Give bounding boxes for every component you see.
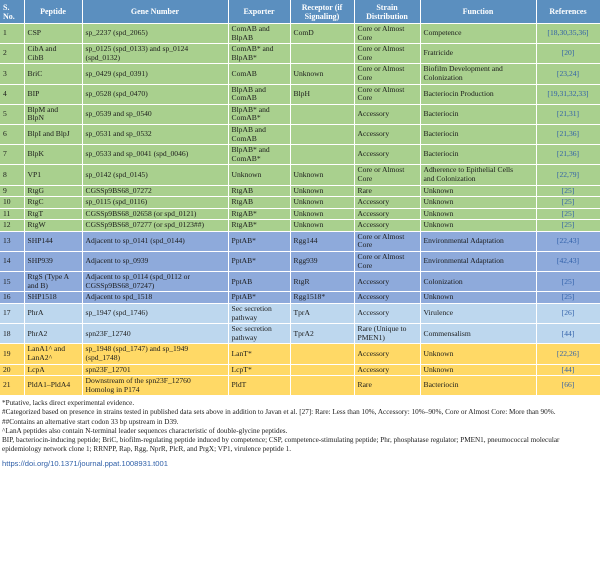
footnote: ^LanA peptides also contain N-terminal leader sequences characteristic of double-glycine peptides. <box>2 426 288 435</box>
strain-distribution-cell: Accessory <box>354 344 420 364</box>
gene-number-cell: sp_1948 (spd_1747) and sp_1949 (spd_1748) <box>82 344 228 364</box>
gene-number-cell: CGSSp9BS68_07272 <box>82 185 228 197</box>
exporter-cell: PptAB* <box>228 292 290 304</box>
strain-distribution-cell: Accessory <box>354 208 420 220</box>
peptide-name-cell: RtgC <box>24 197 82 209</box>
strain-distribution-cell: Rare <box>354 185 420 197</box>
exporter-cell: BlpAB* and ComAB* <box>228 104 290 124</box>
gene-number-cell: Adjacent to sp_0939 <box>82 252 228 272</box>
gene-number-cell: sp_2237 (spd_2065) <box>82 24 228 44</box>
function-cell: Competence <box>420 24 536 44</box>
receptor-cell <box>290 364 354 376</box>
peptide-name-cell: PhrA2 <box>24 324 82 344</box>
gene-number-cell: sp_0533 and sp_0041 (spd_0046) <box>82 145 228 165</box>
peptide-name-cell: RtgW <box>24 220 82 232</box>
header-col-no: S. No. <box>0 0 24 24</box>
references-cell[interactable]: [21,36] <box>536 124 600 144</box>
function-cell: Environmental Adaptation <box>420 252 536 272</box>
strain-distribution-cell: Rare (Unique to PMEN1) <box>354 324 420 344</box>
gene-number-cell: Downstream of the spn23F_12760 Homolog in P174 <box>82 376 228 396</box>
header-col-strain-distribution: Strain Distribution <box>354 0 420 24</box>
gene-number-cell: sp_0429 (spd_0391) <box>82 64 228 84</box>
receptor-cell: Rgg939 <box>290 252 354 272</box>
strain-distribution-cell: Core or Almost Core <box>354 165 420 185</box>
receptor-cell: Unknown <box>290 197 354 209</box>
references-cell[interactable]: [21,36] <box>536 145 600 165</box>
peptide-name-cell: CSP <box>24 24 82 44</box>
references-cell[interactable]: [22,43] <box>536 231 600 251</box>
function-cell: Unknown <box>420 208 536 220</box>
footnote: ##Contains an alternative start codon 33 bp upstream in D39. <box>2 417 179 426</box>
footnote: *Putative, lacks direct experimental evidence. <box>2 399 135 408</box>
function-cell: Colonization <box>420 272 536 292</box>
peptide-name-cell: SHP1518 <box>24 292 82 304</box>
exporter-cell: RtgAB* <box>228 220 290 232</box>
row-number-cell: 8 <box>0 165 24 185</box>
receptor-cell <box>290 124 354 144</box>
references-cell[interactable]: [22,26] <box>536 344 600 364</box>
peptide-name-cell: CibA and CibB <box>24 44 82 64</box>
function-cell: Unknown <box>420 364 536 376</box>
peptide-name-cell: BlpM and BlpN <box>24 104 82 124</box>
references-cell[interactable]: [23,24] <box>536 64 600 84</box>
exporter-cell: ComAB and BlpAB <box>228 24 290 44</box>
table-row <box>0 344 600 364</box>
gene-number-cell: Adjacent to sp_0114 (spd_0112 or CGSSp9BS68_07247) <box>82 272 228 292</box>
receptor-cell <box>290 44 354 64</box>
row-number-cell: 16 <box>0 292 24 304</box>
strain-distribution-cell: Core or Almost Core <box>354 252 420 272</box>
exporter-cell: PptAB* <box>228 231 290 251</box>
exporter-cell: LanT* <box>228 344 290 364</box>
strain-distribution-cell: Core or Almost Core <box>354 84 420 104</box>
exporter-cell: RtgAB* <box>228 208 290 220</box>
table-row <box>0 64 600 84</box>
exporter-cell: RtgAB <box>228 197 290 209</box>
references-cell[interactable]: [19,31,32,33] <box>536 84 600 104</box>
row-number-cell: 2 <box>0 44 24 64</box>
table-row <box>0 304 600 324</box>
function-cell: Unknown <box>420 292 536 304</box>
references-cell[interactable]: [25] <box>536 220 600 232</box>
strain-distribution-cell: Core or Almost Core <box>354 24 420 44</box>
table-row <box>0 124 600 144</box>
peptide-name-cell: PhrA <box>24 304 82 324</box>
row-number-cell: 11 <box>0 208 24 220</box>
header-col-exporter: Exporter <box>228 0 290 24</box>
row-number-cell: 4 <box>0 84 24 104</box>
receptor-cell: Rgg144 <box>290 231 354 251</box>
table-row <box>0 145 600 165</box>
references-cell[interactable]: [25] <box>536 197 600 209</box>
function-cell: Unknown <box>420 344 536 364</box>
receptor-cell <box>290 376 354 396</box>
peptide-name-cell: BIP <box>24 84 82 104</box>
header-col-function: Function <box>420 0 536 24</box>
row-number-cell: 5 <box>0 104 24 124</box>
table-row <box>0 44 600 64</box>
table-row <box>0 197 600 209</box>
gene-number-cell: Adjacent to sp_0141 (spd_0144) <box>82 231 228 251</box>
references-cell[interactable]: [42,43] <box>536 252 600 272</box>
table-row <box>0 84 600 104</box>
strain-distribution-cell: Accessory <box>354 292 420 304</box>
gene-number-cell: sp_0115 (spd_0116) <box>82 197 228 209</box>
gene-number-cell: sp_0539 and sp_0540 <box>82 104 228 124</box>
references-cell[interactable]: [25] <box>536 292 600 304</box>
strain-distribution-cell: Accessory <box>354 197 420 209</box>
peptide-name-cell: RtgT <box>24 208 82 220</box>
row-number-cell: 17 <box>0 304 24 324</box>
receptor-cell: TprA2 <box>290 324 354 344</box>
row-number-cell: 13 <box>0 231 24 251</box>
references-cell[interactable]: [25] <box>536 208 600 220</box>
gene-number-cell: CGSSp9BS68_07277 (or spd_0123##) <box>82 220 228 232</box>
peptide-name-cell: LanA1^ and LanA2^ <box>24 344 82 364</box>
row-number-cell: 7 <box>0 145 24 165</box>
row-number-cell: 12 <box>0 220 24 232</box>
exporter-cell: Sec secretion pathway <box>228 304 290 324</box>
function-cell: Bacteriocin <box>420 104 536 124</box>
table-row <box>0 165 600 185</box>
table-row <box>0 185 600 197</box>
exporter-cell: Unknown <box>228 165 290 185</box>
peptide-name-cell: PldA1–PldA4 <box>24 376 82 396</box>
exporter-cell: BlpAB* and ComAB* <box>228 145 290 165</box>
strain-distribution-cell: Core or Almost Core <box>354 231 420 251</box>
strain-distribution-cell: Accessory <box>354 145 420 165</box>
receptor-cell: ComD <box>290 24 354 44</box>
peptide-name-cell: SHP144 <box>24 231 82 251</box>
receptor-cell: Unknown <box>290 208 354 220</box>
strain-distribution-cell: Accessory <box>354 104 420 124</box>
references-cell[interactable]: [22,79] <box>536 165 600 185</box>
header-col-peptide: Peptide <box>24 0 82 24</box>
gene-number-cell: Adjacent to spd_1518 <box>82 292 228 304</box>
references-cell[interactable]: [44] <box>536 364 600 376</box>
function-cell: Environmental Adaptation <box>420 231 536 251</box>
header-col-references: References <box>536 0 600 24</box>
exporter-cell: BlpAB and ComAB <box>228 84 290 104</box>
exporter-cell: LcpT* <box>228 364 290 376</box>
exporter-cell: RtgAB <box>228 185 290 197</box>
header-col-receptor: Receptor (if Signaling) <box>290 0 354 24</box>
row-number-cell: 14 <box>0 252 24 272</box>
references-cell[interactable]: [44] <box>536 324 600 344</box>
table-row <box>0 292 600 304</box>
receptor-cell: Unknown <box>290 185 354 197</box>
function-cell: Adherence to Epithelial Cells and Colonization <box>420 165 536 185</box>
function-cell: Biofilm Development and Colonization <box>420 64 536 84</box>
receptor-cell: BlpH <box>290 84 354 104</box>
strain-distribution-cell: Core or Almost Core <box>354 64 420 84</box>
exporter-cell: PptAB* <box>228 252 290 272</box>
gene-number-cell: sp_0528 (spd_0470) <box>82 84 228 104</box>
function-cell: Bacteriocin <box>420 376 536 396</box>
strain-distribution-cell: Rare <box>354 376 420 396</box>
exporter-cell: BlpAB and ComAB <box>228 124 290 144</box>
receptor-cell: Unknown <box>290 64 354 84</box>
row-number-cell: 20 <box>0 364 24 376</box>
strain-distribution-cell: Accessory <box>354 272 420 292</box>
row-number-cell: 6 <box>0 124 24 144</box>
strain-distribution-cell: Accessory <box>354 220 420 232</box>
exporter-cell: Sec secretion pathway <box>228 324 290 344</box>
table-row <box>0 231 600 251</box>
peptide-name-cell: BriC <box>24 64 82 84</box>
references-cell[interactable]: [25] <box>536 272 600 292</box>
gene-number-cell: spn23F_12701 <box>82 364 228 376</box>
strain-distribution-cell: Accessory <box>354 304 420 324</box>
table-row <box>0 252 600 272</box>
receptor-cell <box>290 145 354 165</box>
exporter-cell: ComAB <box>228 64 290 84</box>
row-number-cell: 9 <box>0 185 24 197</box>
function-cell: Bacteriocin <box>420 145 536 165</box>
gene-number-cell: spn23F_12740 <box>82 324 228 344</box>
exporter-cell: ComAB* and BlpAB* <box>228 44 290 64</box>
receptor-cell <box>290 104 354 124</box>
row-number-cell: 19 <box>0 344 24 364</box>
table-row <box>0 208 600 220</box>
receptor-cell: Rgg1518* <box>290 292 354 304</box>
gene-number-cell: sp_0142 (spd_0145) <box>82 165 228 185</box>
table-header-row <box>0 0 600 24</box>
table-row <box>0 272 600 292</box>
peptide-name-cell: RtgG <box>24 185 82 197</box>
receptor-cell: TprA <box>290 304 354 324</box>
table-row <box>0 364 600 376</box>
references-cell[interactable]: [20] <box>536 44 600 64</box>
function-cell: Bacteriocin Production <box>420 84 536 104</box>
table-body <box>0 24 600 396</box>
footnote: BIP, bacteriocin-inducing peptide; BriC, biofilm-regulating peptide induced by competence; CSP, competence-stimulating peptide; Phr, phosphatase regulator; PMEN1, pneumococcal molecular epidemiology network clone 1; RRNPP, Rap, Rgg, NprR, PlcR, and PrgX; VP1, virulence peptide 1. <box>2 435 560 453</box>
gene-number-cell: sp_0125 (spd_0133) and sp_0124 (spd_0132) <box>82 44 228 64</box>
row-number-cell: 15 <box>0 272 24 292</box>
footnote: #Categorized based on presence in strains tested in published data sets above in addition to Javan et al. [27]: Rare: Less than 10%, Accessory: 10%–90%, Core or Almost Core: More than 90%. <box>2 408 556 417</box>
references-cell[interactable]: [21,31] <box>536 104 600 124</box>
function-cell: Commensalism <box>420 324 536 344</box>
function-cell: Unknown <box>420 185 536 197</box>
peptide-name-cell: RtgS (Type A and B) <box>24 272 82 292</box>
peptide-name-cell: BlpK <box>24 145 82 165</box>
row-number-cell: 1 <box>0 24 24 44</box>
strain-distribution-cell: Accessory <box>354 124 420 144</box>
receptor-cell: Unknown <box>290 220 354 232</box>
references-cell[interactable]: [25] <box>536 185 600 197</box>
peptide-name-cell: LcpA <box>24 364 82 376</box>
table-footnotes <box>0 395 600 454</box>
references-cell[interactable]: [66] <box>536 376 600 396</box>
gene-number-cell: CGSSp9BS68_02658 (or spd_0121) <box>82 208 228 220</box>
peptide-name-cell: VP1 <box>24 165 82 185</box>
table-row <box>0 104 600 124</box>
row-number-cell: 21 <box>0 376 24 396</box>
peptide-name-cell: SHP939 <box>24 252 82 272</box>
function-cell: Unknown <box>420 220 536 232</box>
peptide-name-cell: BlpI and BlpJ <box>24 124 82 144</box>
receptor-cell: RtgR <box>290 272 354 292</box>
table-row <box>0 220 600 232</box>
row-number-cell: 10 <box>0 197 24 209</box>
exporter-cell: PldT <box>228 376 290 396</box>
doi-link[interactable]: https://doi.org/10.1371/journal.ppat.1008931.t001 <box>2 458 168 468</box>
receptor-cell <box>290 344 354 364</box>
table-row <box>0 24 600 44</box>
table-row <box>0 324 600 344</box>
function-cell: Unknown <box>420 197 536 209</box>
exporter-cell: PptAB <box>228 272 290 292</box>
gene-number-cell: sp_1947 (spd_1746) <box>82 304 228 324</box>
gene-number-cell: sp_0531 and sp_0532 <box>82 124 228 144</box>
function-cell: Virulence <box>420 304 536 324</box>
row-number-cell: 18 <box>0 324 24 344</box>
row-number-cell: 3 <box>0 64 24 84</box>
function-cell: Bacteriocin <box>420 124 536 144</box>
receptor-cell: Unknown <box>290 165 354 185</box>
function-cell: Fratricide <box>420 44 536 64</box>
strain-distribution-cell: Core or Almost Core <box>354 44 420 64</box>
references-cell[interactable]: [18,30,35,36] <box>536 24 600 44</box>
strain-distribution-cell: Accessory <box>354 364 420 376</box>
references-cell[interactable]: [26] <box>536 304 600 324</box>
table-row <box>0 376 600 396</box>
header-col-gene-number: Gene Number <box>82 0 228 24</box>
